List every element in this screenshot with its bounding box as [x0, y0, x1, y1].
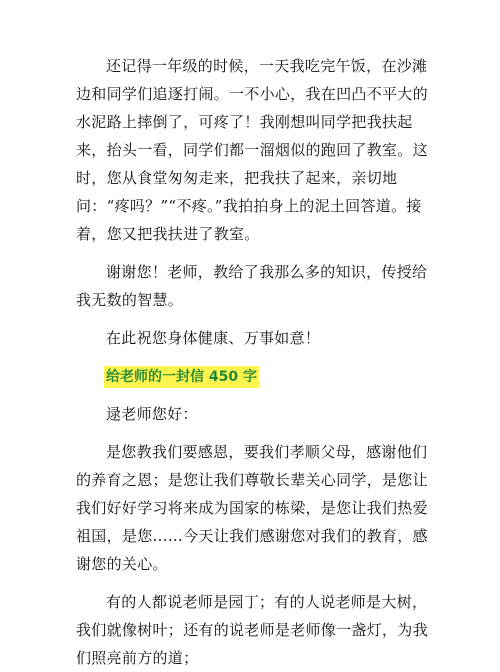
- greeting-line: 逯老师您好：: [106, 405, 198, 423]
- document-body: [76, 52, 436, 672]
- paragraph-thanks: 谢谢您！老师，教给了我那么多的知识，传授给我无数的智慧。: [76, 263, 428, 309]
- paragraph-metaphors: 有的人都说老师是园丁；有的人说老师是大树，我们就像树叶；还有的说老师是老师像一盏灯，为我们照亮前方的道；: [76, 593, 428, 667]
- paragraph-gratitude: 是您教我们要感恩，要我们孝顺父母，感谢他们的养育之恩；是您让我们尊敬长辈关心同学，是您让我们好好学习将来成为国家的栋梁，是您让我们热爱祖国，是您……今天让我们感谢您对我们的教育，感谢您的关心。: [76, 443, 428, 573]
- paragraph-wishes: 在此祝您身体健康、万事如意！: [106, 329, 321, 347]
- section-heading-row: [76, 362, 436, 390]
- paragraph-memory: 还记得一年级的时候，一天我吃完午饭，在沙滩边和同学们追逐打闹。一不小心，我在凹凸不平大的水泥路上摔倒了，可疼了！我刚想叫同学把我扶起来，抬头一看，同学们都一溜烟似的跑回了教室。这时，您从食堂匆匆走来，把我扶了起来，亲切地问：“疼吗？”“不疼。”我拍拍身上的泥土回答道。接着，您又把我扶进了教室。: [76, 57, 428, 243]
- section-heading: 给老师的一封信 450 字: [104, 366, 259, 388]
